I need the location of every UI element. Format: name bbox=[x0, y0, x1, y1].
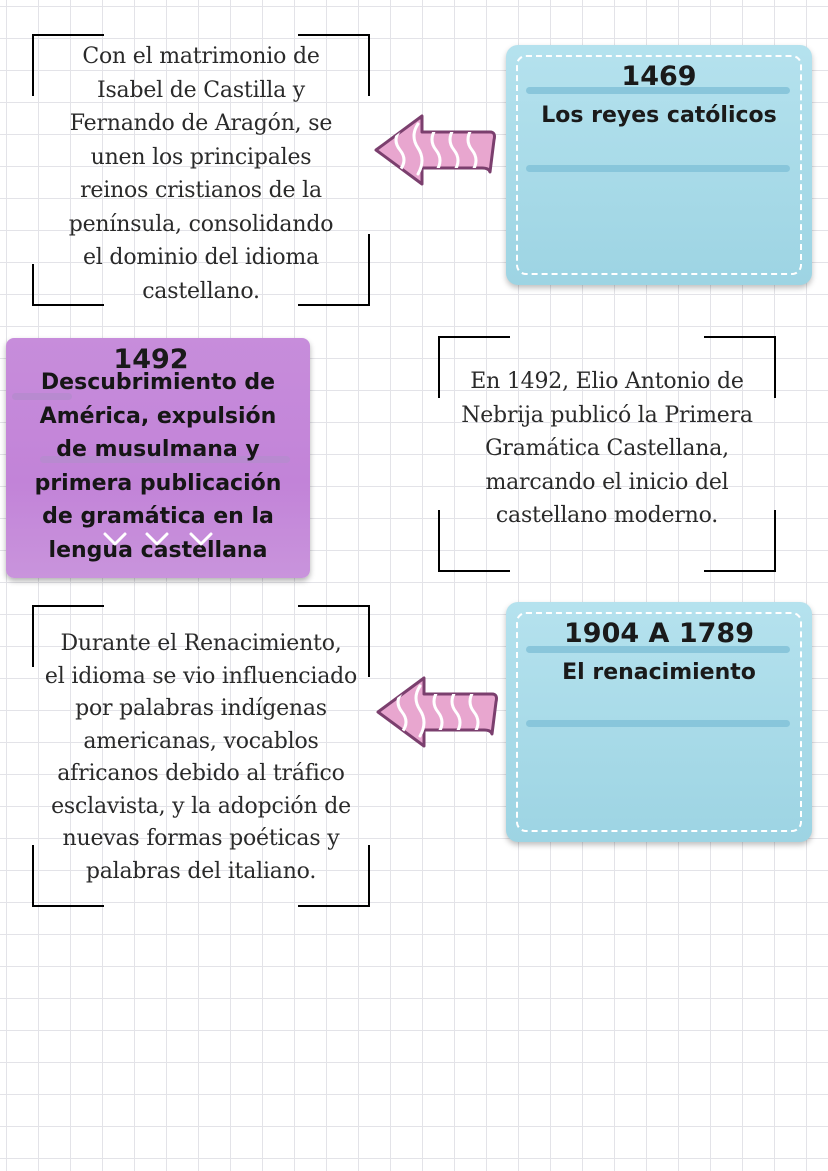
event-1-description: Con el matrimonio de Isabel de Castilla y Fernando de Aragón, se unen los principales reinos cristianos de la península, consolidando el dominio del idioma castellano. bbox=[68, 44, 334, 304]
chevron-down-icon bbox=[101, 530, 221, 552]
event-1-year: 1469 bbox=[621, 61, 697, 92]
decorative-stroke bbox=[526, 720, 790, 727]
event-2-title: Descubrimiento de América, expulsión de musulmana y primera publicación de gramática en la lengua castellana bbox=[34, 370, 282, 563]
event-3-title: El renacimiento bbox=[562, 660, 756, 685]
event-1-title: Los reyes católicos bbox=[541, 103, 777, 128]
left-arrow-icon bbox=[370, 110, 498, 190]
event-3-description: Durante el Renacimiento, el idioma se vio influenciado por palabras indígenas americanas, vocablos africanos debido al tráfico esclavista, y la adopción de nuevas formas poéticas y palabras del italiano. bbox=[44, 631, 358, 884]
event-3-card bbox=[506, 602, 812, 842]
left-arrow-icon bbox=[372, 672, 500, 752]
event-2-description: En 1492, Elio Antonio de Nebrija publicó la Primera Gramática Castellana, marcando el inicio del castellano moderno. bbox=[461, 369, 753, 528]
event-2-year: 1492 bbox=[113, 344, 189, 375]
event-2-card bbox=[6, 338, 310, 578]
event-1-card bbox=[506, 45, 812, 285]
decorative-stroke bbox=[526, 165, 790, 172]
event-3-year: 1904 A 1789 bbox=[564, 618, 754, 649]
